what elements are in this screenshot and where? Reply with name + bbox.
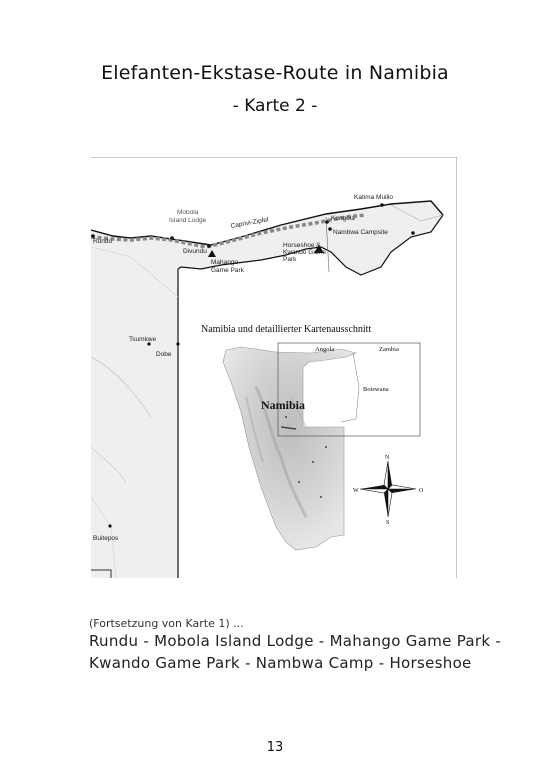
buitepos-marker <box>108 524 111 527</box>
label-nambwa: Nambwa Campsite <box>333 229 388 236</box>
compass-o: O <box>419 488 424 494</box>
dobe-marker <box>176 342 179 345</box>
inset-namibia: Namibia <box>261 398 306 412</box>
east-marker <box>411 231 415 235</box>
compass-n: N <box>385 455 390 461</box>
label-mobola: Mobola <box>177 209 199 216</box>
town-dot <box>285 416 287 418</box>
map-title: Elefanten-Ekstase-Route in Namibia <box>101 62 449 84</box>
inset-title: Namibia und detaillierter Kartenausschnitt <box>201 324 372 335</box>
mobola-marker <box>170 236 174 240</box>
route-map <box>91 157 457 578</box>
label-dobe: Dobe <box>156 351 172 358</box>
label-kongola: Kongola <box>331 215 355 222</box>
label-katima-mulilo: Katima Mulilo <box>354 194 394 201</box>
label-divundu: Divundu <box>183 248 207 255</box>
nambwa-marker <box>328 227 332 231</box>
map-subtitle: - Karte 2 - <box>232 96 318 116</box>
kongola-marker <box>325 220 329 224</box>
town-dot <box>320 496 322 498</box>
label-buitepos: Buitepos <box>93 535 119 542</box>
town-dot <box>298 481 300 483</box>
page-number: 13 <box>266 740 284 755</box>
inset-zambia: Zambia <box>379 346 399 353</box>
caption-intro: (Fortsetzung von Karte 1) ... <box>89 617 244 630</box>
caption-route-line-2: Kwando Game Park - Nambwa Camp - Horseshoe <box>89 654 472 672</box>
compass-s: S <box>386 520 390 526</box>
divundu-marker <box>207 244 211 248</box>
compass-w: W <box>353 488 359 494</box>
label-mahango: Mahango <box>211 259 239 266</box>
town-dot <box>325 446 327 448</box>
label-horseshoe-3: Park <box>283 256 297 263</box>
town-dot <box>312 461 314 463</box>
label-rundu: Rundu <box>93 238 113 245</box>
label-island-lodge: Island Lodge <box>169 217 207 224</box>
label-tsumkwe: Tsumkwe <box>129 336 157 343</box>
katima-marker <box>380 203 384 207</box>
inset-angola: Angola <box>315 346 335 353</box>
label-horseshoe-2: Kwando Game <box>283 249 326 256</box>
label-horseshoe-1: Horseshoe & <box>283 242 321 249</box>
route-map-svg <box>91 157 457 578</box>
label-caprivi: Caprivi-Zipfel <box>230 216 270 230</box>
inset-botswana: Botswana <box>363 386 389 393</box>
caption-route-line-1: Rundu - Mobola Island Lodge - Mahango Game Park - <box>89 632 502 650</box>
label-game-park: Game Park <box>211 267 244 274</box>
